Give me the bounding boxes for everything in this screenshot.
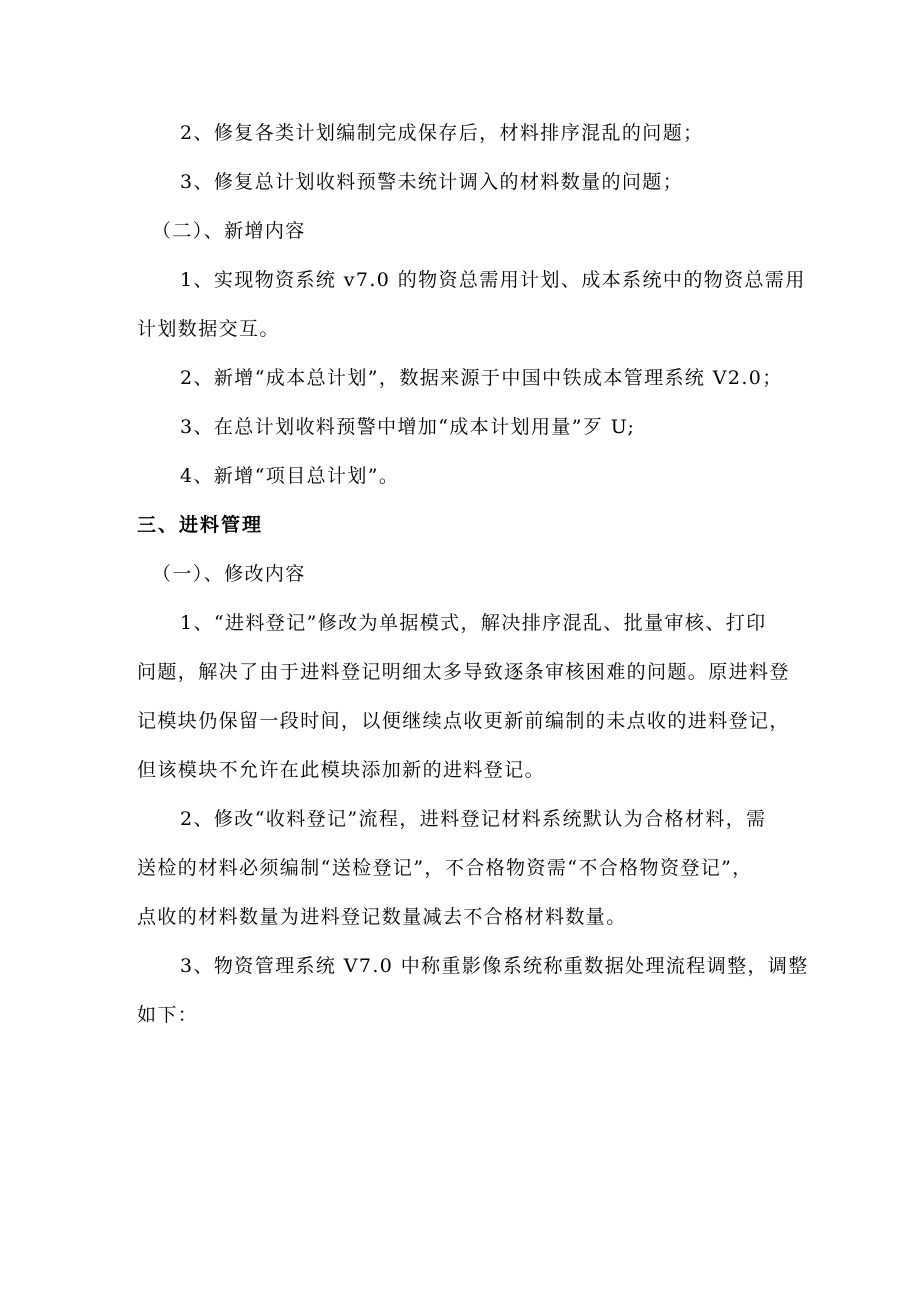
section-3-item-3-line-1: 3、物资管理系统 V7.0 中称重影像系统称重数据处理流程调整，调整	[180, 955, 809, 977]
new-section-title: （二）、新增内容	[152, 220, 306, 242]
section-3-item-2-line-1: 2、修改“收料登记”流程，进料登记材料系统默认为合格材料，需	[180, 808, 767, 830]
section-3-item-3-line-2: 如下：	[137, 1004, 199, 1026]
section-3-item-2-line-2: 送检的材料必须编制“送检登记”，不合格物资需“不合格物资登记”，	[137, 857, 753, 879]
section-3-item-2-line-3: 点收的材料数量为进料登记数量减去不合格材料数量。	[137, 906, 627, 928]
section-3-item-1-line-4: 但该模块不允许在此模块添加新的进料登记。	[137, 759, 546, 781]
section-3-subheading: （一）、修改内容	[152, 563, 306, 585]
new-item-1-line-1: 1、实现物资系统 v7.0 的物资总需用计划、成本系统中的物资总需用	[180, 269, 806, 291]
fix-item-3: 3、修复总计划收料预警未统计调入的材料数量的问题；	[180, 171, 684, 193]
new-item-1-line-2: 计划数据交互。	[137, 318, 280, 340]
section-3-item-1-line-1: 1、“进料登记”修改为单据模式，解决排序混乱、批量审核、打印	[180, 612, 767, 634]
fix-item-2: 2、修复各类计划编制完成保存后，材料排序混乱的问题；	[180, 122, 704, 144]
section-3-heading: 三、进料管理	[137, 514, 264, 536]
section-3-item-1-line-2: 问题，解决了由于进料登记明细太多导致逐条审核困难的问题。原进料登	[137, 661, 790, 683]
new-item-2: 2、新增“成本总计划”，数据来源于中国中铁成本管理系统 V2.0；	[180, 367, 783, 389]
new-item-4: 4、新增“项目总计划”。	[180, 465, 400, 487]
section-3-item-1-line-3: 记模块仍保留一段时间，以便继续点收更新前编制的未点收的进料登记，	[137, 710, 790, 732]
new-item-3: 3、在总计划收料预警中增加“成本计划用量”歹 U;	[180, 416, 636, 438]
